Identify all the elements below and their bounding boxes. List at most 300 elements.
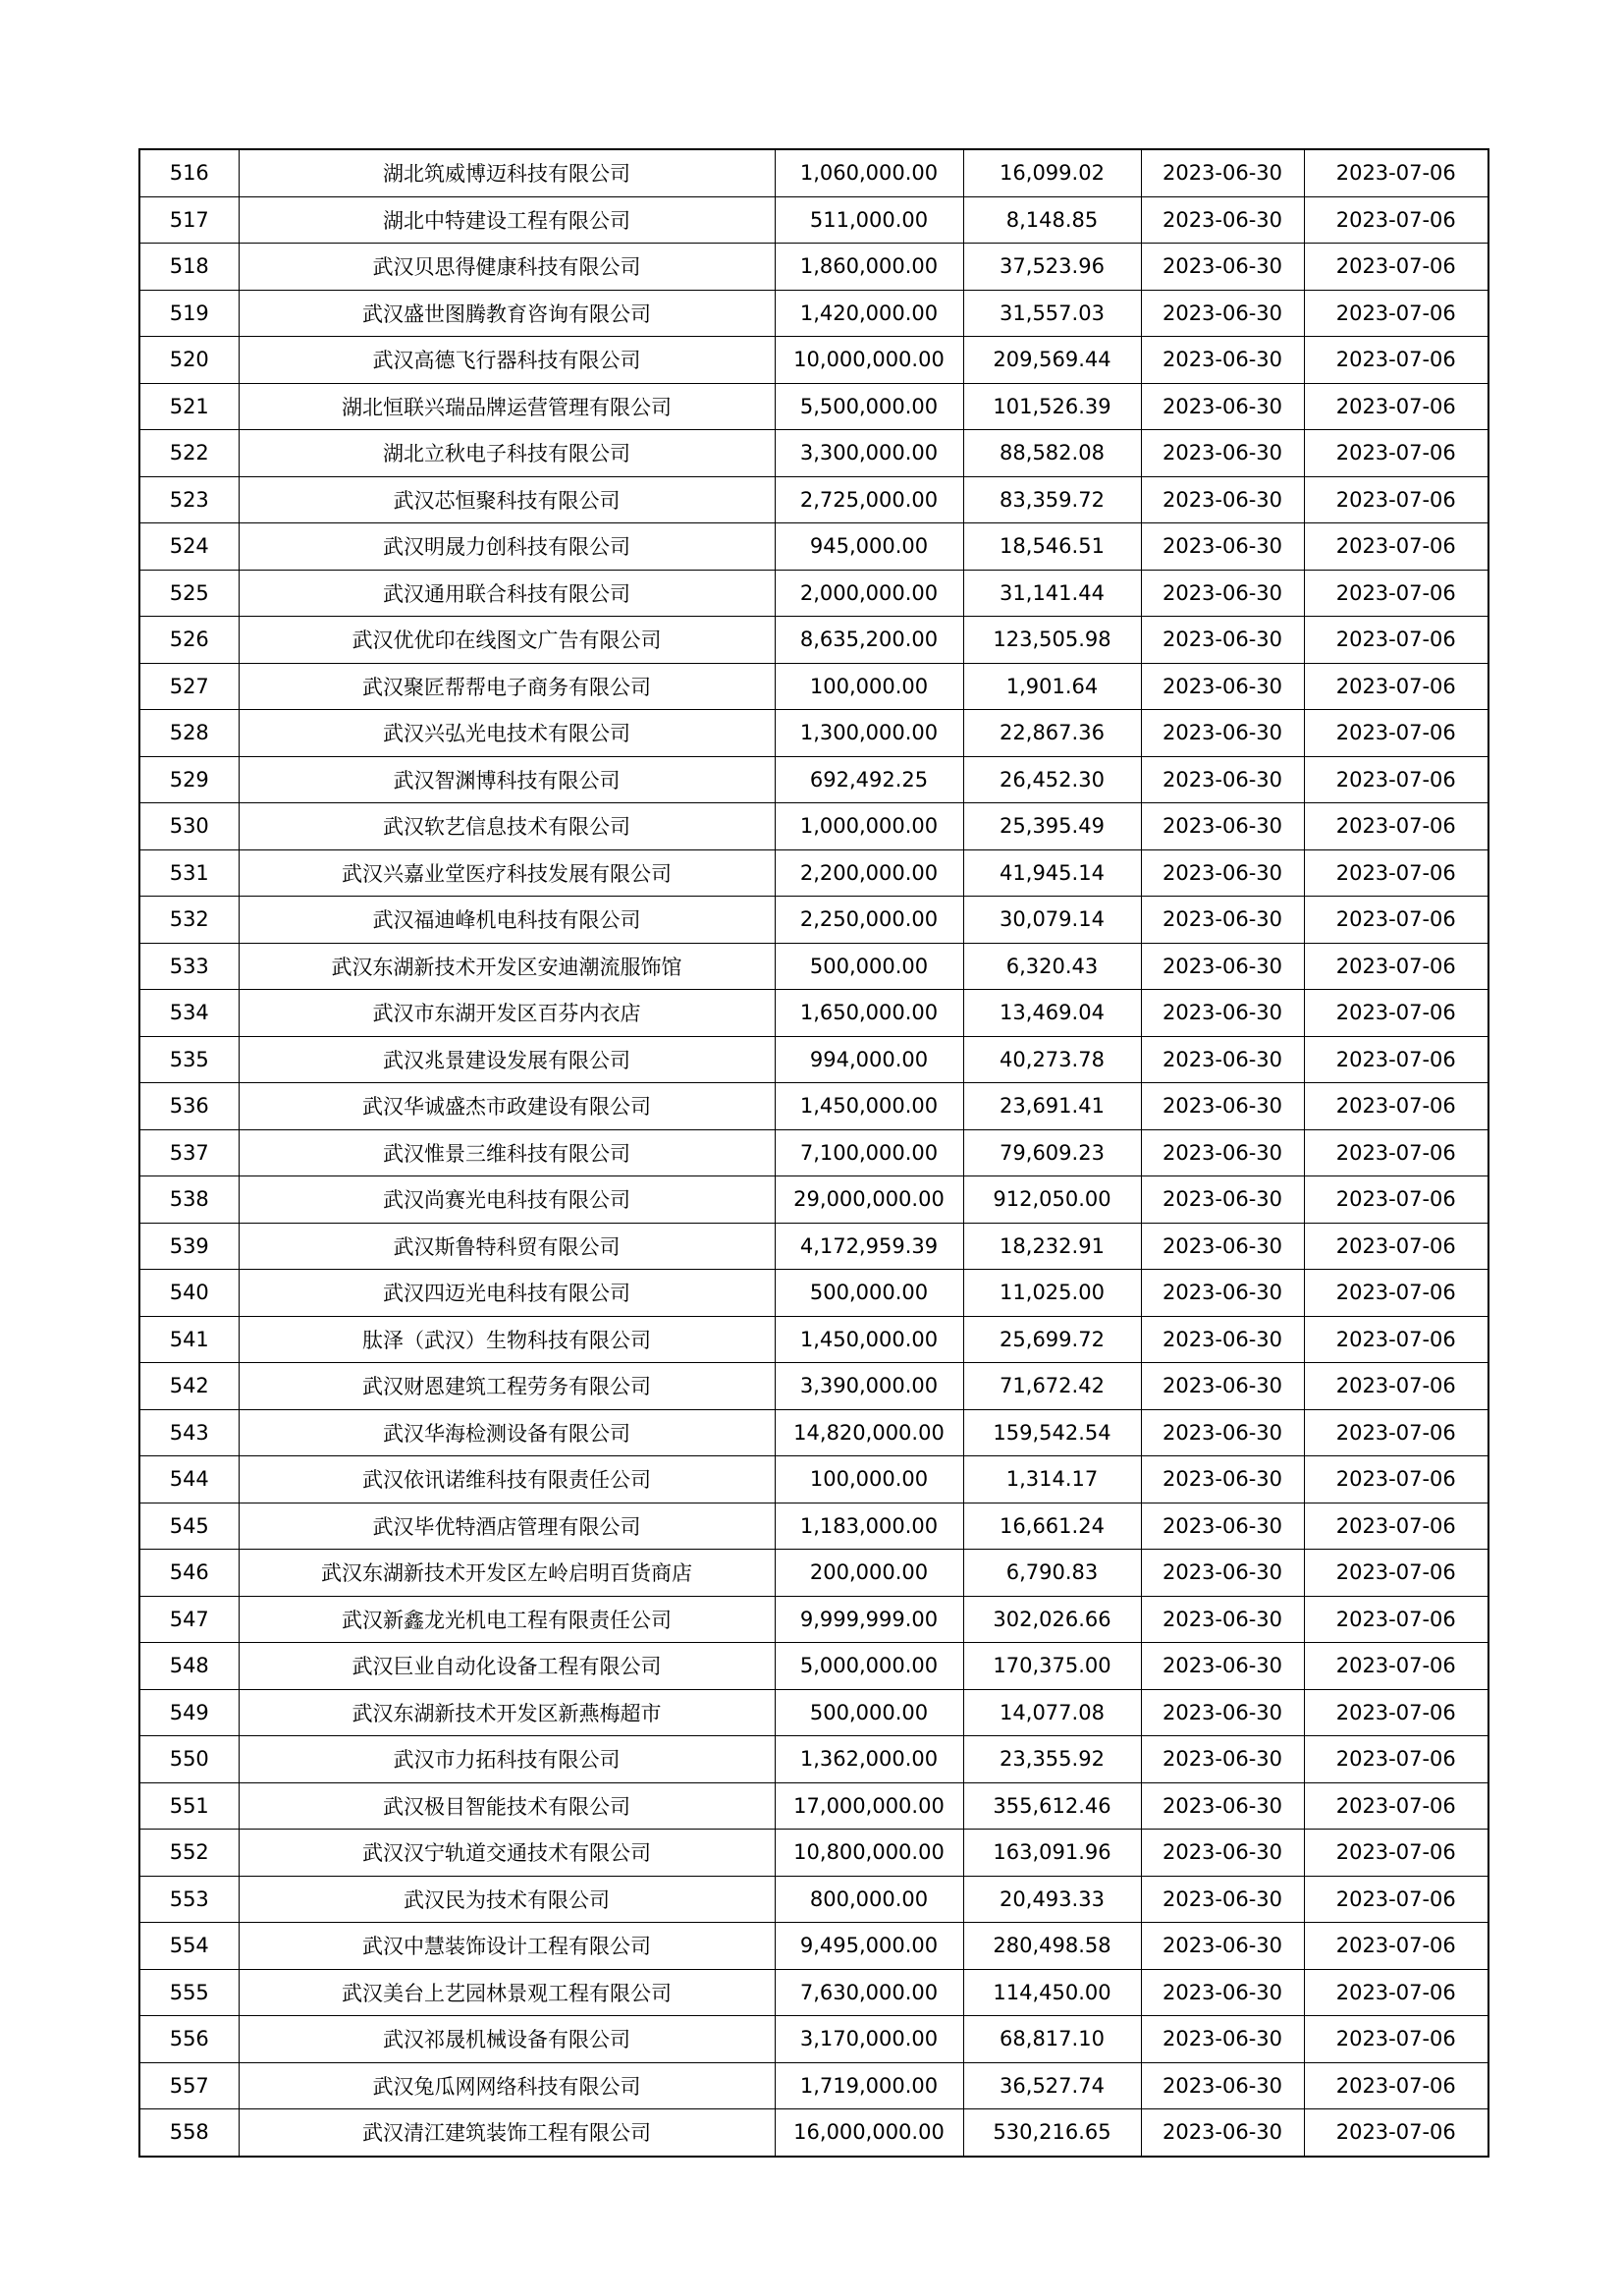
amount-cell: 1,300,000.00 <box>775 710 963 757</box>
company-name-cell: 武汉华诚盛杰市政建设有限公司 <box>239 1083 775 1130</box>
amount-cell: 3,390,000.00 <box>775 1363 963 1410</box>
company-name-cell: 武汉智渊博科技有限公司 <box>239 756 775 803</box>
company-name-cell: 武汉兴弘光电技术有限公司 <box>239 710 775 757</box>
end-date-cell: 2023-07-06 <box>1304 383 1488 430</box>
start-date-cell: 2023-06-30 <box>1141 2109 1304 2157</box>
fee-cell: 101,526.39 <box>963 383 1141 430</box>
table-row <box>139 1736 1488 1783</box>
start-date-cell: 2023-06-30 <box>1141 1223 1304 1270</box>
start-date-cell: 2023-06-30 <box>1141 1270 1304 1317</box>
fee-cell: 8,148.85 <box>963 196 1141 244</box>
company-name-cell: 武汉芯恒聚科技有限公司 <box>239 476 775 523</box>
amount-cell: 14,820,000.00 <box>775 1409 963 1456</box>
table-row <box>139 523 1488 571</box>
start-date-cell: 2023-06-30 <box>1141 1456 1304 1503</box>
table-row <box>139 1036 1488 1083</box>
start-date-cell: 2023-06-30 <box>1141 990 1304 1037</box>
end-date-cell: 2023-07-06 <box>1304 1316 1488 1363</box>
table-row <box>139 1176 1488 1224</box>
start-date-cell: 2023-06-30 <box>1141 1782 1304 1830</box>
table-row <box>139 1782 1488 1830</box>
end-date-cell: 2023-07-06 <box>1304 1876 1488 1923</box>
amount-cell: 500,000.00 <box>775 1689 963 1736</box>
start-date-cell: 2023-06-30 <box>1141 1550 1304 1597</box>
amount-cell: 100,000.00 <box>775 1456 963 1503</box>
company-name-cell: 武汉依讯诺维科技有限责任公司 <box>239 1456 775 1503</box>
row-number-cell: 524 <box>139 523 239 571</box>
start-date-cell: 2023-06-30 <box>1141 897 1304 944</box>
fee-cell: 41,945.14 <box>963 849 1141 897</box>
start-date-cell: 2023-06-30 <box>1141 1969 1304 2016</box>
row-number-cell: 519 <box>139 290 239 337</box>
start-date-cell: 2023-06-30 <box>1141 803 1304 850</box>
end-date-cell: 2023-07-06 <box>1304 756 1488 803</box>
end-date-cell: 2023-07-06 <box>1304 149 1488 196</box>
fee-cell: 530,216.65 <box>963 2109 1141 2157</box>
end-date-cell: 2023-07-06 <box>1304 2062 1488 2109</box>
fee-cell: 11,025.00 <box>963 1270 1141 1317</box>
row-number-cell: 530 <box>139 803 239 850</box>
end-date-cell: 2023-07-06 <box>1304 849 1488 897</box>
table-row <box>139 290 1488 337</box>
table-row <box>139 1363 1488 1410</box>
table-row <box>139 2016 1488 2063</box>
end-date-cell: 2023-07-06 <box>1304 570 1488 617</box>
company-name-cell: 湖北中特建设工程有限公司 <box>239 196 775 244</box>
company-name-cell: 武汉贝思得健康科技有限公司 <box>239 244 775 291</box>
row-number-cell: 518 <box>139 244 239 291</box>
company-name-cell: 湖北恒联兴瑞品牌运营管理有限公司 <box>239 383 775 430</box>
amount-cell: 7,100,000.00 <box>775 1129 963 1176</box>
row-number-cell: 558 <box>139 2109 239 2157</box>
fee-cell: 88,582.08 <box>963 430 1141 477</box>
fee-cell: 123,505.98 <box>963 617 1141 664</box>
start-date-cell: 2023-06-30 <box>1141 617 1304 664</box>
end-date-cell: 2023-07-06 <box>1304 1969 1488 2016</box>
row-number-cell: 543 <box>139 1409 239 1456</box>
company-name-cell: 武汉中慧装饰设计工程有限公司 <box>239 1923 775 1970</box>
company-name-cell: 肽泽（武汉）生物科技有限公司 <box>239 1316 775 1363</box>
end-date-cell: 2023-07-06 <box>1304 476 1488 523</box>
company-name-cell: 武汉毕优特酒店管理有限公司 <box>239 1503 775 1550</box>
fee-cell: 114,450.00 <box>963 1969 1141 2016</box>
end-date-cell: 2023-07-06 <box>1304 663 1488 710</box>
row-number-cell: 539 <box>139 1223 239 1270</box>
row-number-cell: 556 <box>139 2016 239 2063</box>
fee-cell: 1,314.17 <box>963 1456 1141 1503</box>
start-date-cell: 2023-06-30 <box>1141 1176 1304 1224</box>
amount-cell: 692,492.25 <box>775 756 963 803</box>
row-number-cell: 544 <box>139 1456 239 1503</box>
end-date-cell: 2023-07-06 <box>1304 1409 1488 1456</box>
table-row <box>139 663 1488 710</box>
amount-cell: 2,200,000.00 <box>775 849 963 897</box>
row-number-cell: 522 <box>139 430 239 477</box>
start-date-cell: 2023-06-30 <box>1141 1830 1304 1877</box>
start-date-cell: 2023-06-30 <box>1141 570 1304 617</box>
end-date-cell: 2023-07-06 <box>1304 196 1488 244</box>
start-date-cell: 2023-06-30 <box>1141 1083 1304 1130</box>
row-number-cell: 549 <box>139 1689 239 1736</box>
row-number-cell: 554 <box>139 1923 239 1970</box>
end-date-cell: 2023-07-06 <box>1304 1550 1488 1597</box>
table-row <box>139 1596 1488 1643</box>
table-row <box>139 476 1488 523</box>
table-row <box>139 337 1488 384</box>
end-date-cell: 2023-07-06 <box>1304 1643 1488 1690</box>
fee-cell: 6,320.43 <box>963 943 1141 990</box>
company-name-cell: 湖北立秋电子科技有限公司 <box>239 430 775 477</box>
table-row <box>139 617 1488 664</box>
row-number-cell: 525 <box>139 570 239 617</box>
amount-cell: 16,000,000.00 <box>775 2109 963 2157</box>
end-date-cell: 2023-07-06 <box>1304 1923 1488 1970</box>
amount-cell: 5,000,000.00 <box>775 1643 963 1690</box>
fee-cell: 23,355.92 <box>963 1736 1141 1783</box>
table-row <box>139 990 1488 1037</box>
company-name-cell: 武汉华海检测设备有限公司 <box>239 1409 775 1456</box>
row-number-cell: 550 <box>139 1736 239 1783</box>
fee-cell: 26,452.30 <box>963 756 1141 803</box>
row-number-cell: 527 <box>139 663 239 710</box>
table-row <box>139 710 1488 757</box>
end-date-cell: 2023-07-06 <box>1304 244 1488 291</box>
start-date-cell: 2023-06-30 <box>1141 523 1304 571</box>
amount-cell: 9,495,000.00 <box>775 1923 963 1970</box>
end-date-cell: 2023-07-06 <box>1304 1363 1488 1410</box>
amount-cell: 500,000.00 <box>775 1270 963 1317</box>
fee-cell: 31,557.03 <box>963 290 1141 337</box>
amount-cell: 1,450,000.00 <box>775 1316 963 1363</box>
fee-cell: 280,498.58 <box>963 1923 1141 1970</box>
start-date-cell: 2023-06-30 <box>1141 476 1304 523</box>
amount-cell: 1,000,000.00 <box>775 803 963 850</box>
row-number-cell: 536 <box>139 1083 239 1130</box>
company-name-cell: 武汉极目智能技术有限公司 <box>239 1782 775 1830</box>
start-date-cell: 2023-06-30 <box>1141 383 1304 430</box>
amount-cell: 500,000.00 <box>775 943 963 990</box>
table-body <box>139 149 1488 2157</box>
amount-cell: 1,420,000.00 <box>775 290 963 337</box>
company-name-cell: 武汉兴嘉业堂医疗科技发展有限公司 <box>239 849 775 897</box>
fee-cell: 30,079.14 <box>963 897 1141 944</box>
company-name-cell: 武汉聚匠帮帮电子商务有限公司 <box>239 663 775 710</box>
amount-cell: 3,170,000.00 <box>775 2016 963 2063</box>
row-number-cell: 538 <box>139 1176 239 1224</box>
table-row <box>139 1643 1488 1690</box>
row-number-cell: 520 <box>139 337 239 384</box>
amount-cell: 200,000.00 <box>775 1550 963 1597</box>
row-number-cell: 517 <box>139 196 239 244</box>
end-date-cell: 2023-07-06 <box>1304 430 1488 477</box>
amount-cell: 2,725,000.00 <box>775 476 963 523</box>
company-name-cell: 武汉新鑫龙光机电工程有限责任公司 <box>239 1596 775 1643</box>
amount-cell: 1,650,000.00 <box>775 990 963 1037</box>
data-table <box>138 148 1489 2158</box>
company-name-cell: 武汉汉宁轨道交通技术有限公司 <box>239 1830 775 1877</box>
table-row <box>139 149 1488 196</box>
fee-cell: 36,527.74 <box>963 2062 1141 2109</box>
end-date-cell: 2023-07-06 <box>1304 1223 1488 1270</box>
row-number-cell: 555 <box>139 1969 239 2016</box>
end-date-cell: 2023-07-06 <box>1304 1689 1488 1736</box>
fee-cell: 6,790.83 <box>963 1550 1141 1597</box>
fee-cell: 23,691.41 <box>963 1083 1141 1130</box>
table-row <box>139 1316 1488 1363</box>
start-date-cell: 2023-06-30 <box>1141 663 1304 710</box>
row-number-cell: 529 <box>139 756 239 803</box>
start-date-cell: 2023-06-30 <box>1141 1316 1304 1363</box>
row-number-cell: 551 <box>139 1782 239 1830</box>
company-name-cell: 武汉软艺信息技术有限公司 <box>239 803 775 850</box>
company-name-cell: 武汉尚赛光电科技有限公司 <box>239 1176 775 1224</box>
start-date-cell: 2023-06-30 <box>1141 149 1304 196</box>
table-row <box>139 849 1488 897</box>
fee-cell: 68,817.10 <box>963 2016 1141 2063</box>
row-number-cell: 516 <box>139 149 239 196</box>
end-date-cell: 2023-07-06 <box>1304 1270 1488 1317</box>
table-row <box>139 1409 1488 1456</box>
end-date-cell: 2023-07-06 <box>1304 1083 1488 1130</box>
end-date-cell: 2023-07-06 <box>1304 990 1488 1037</box>
start-date-cell: 2023-06-30 <box>1141 337 1304 384</box>
company-name-cell: 武汉通用联合科技有限公司 <box>239 570 775 617</box>
end-date-cell: 2023-07-06 <box>1304 1782 1488 1830</box>
amount-cell: 1,183,000.00 <box>775 1503 963 1550</box>
company-name-cell: 武汉东湖新技术开发区新燕梅超市 <box>239 1689 775 1736</box>
company-name-cell: 武汉东湖新技术开发区安迪潮流服饰馆 <box>239 943 775 990</box>
row-number-cell: 552 <box>139 1830 239 1877</box>
start-date-cell: 2023-06-30 <box>1141 1876 1304 1923</box>
amount-cell: 994,000.00 <box>775 1036 963 1083</box>
row-number-cell: 545 <box>139 1503 239 1550</box>
company-name-cell: 武汉美台上艺园林景观工程有限公司 <box>239 1969 775 2016</box>
start-date-cell: 2023-06-30 <box>1141 756 1304 803</box>
end-date-cell: 2023-07-06 <box>1304 2109 1488 2157</box>
fee-cell: 25,699.72 <box>963 1316 1141 1363</box>
row-number-cell: 533 <box>139 943 239 990</box>
company-name-cell: 武汉市东湖开发区百芬内衣店 <box>239 990 775 1037</box>
table-row <box>139 803 1488 850</box>
fee-cell: 209,569.44 <box>963 337 1141 384</box>
end-date-cell: 2023-07-06 <box>1304 897 1488 944</box>
table-row <box>139 2062 1488 2109</box>
row-number-cell: 540 <box>139 1270 239 1317</box>
fee-cell: 16,099.02 <box>963 149 1141 196</box>
amount-cell: 3,300,000.00 <box>775 430 963 477</box>
table-row <box>139 244 1488 291</box>
fee-cell: 40,273.78 <box>963 1036 1141 1083</box>
start-date-cell: 2023-06-30 <box>1141 943 1304 990</box>
company-name-cell: 武汉盛世图腾教育咨询有限公司 <box>239 290 775 337</box>
amount-cell: 5,500,000.00 <box>775 383 963 430</box>
fee-cell: 302,026.66 <box>963 1596 1141 1643</box>
end-date-cell: 2023-07-06 <box>1304 710 1488 757</box>
table-row <box>139 1456 1488 1503</box>
end-date-cell: 2023-07-06 <box>1304 337 1488 384</box>
row-number-cell: 546 <box>139 1550 239 1597</box>
end-date-cell: 2023-07-06 <box>1304 1176 1488 1224</box>
end-date-cell: 2023-07-06 <box>1304 1456 1488 1503</box>
company-name-cell: 武汉祁晟机械设备有限公司 <box>239 2016 775 2063</box>
company-name-cell: 武汉明晟力创科技有限公司 <box>239 523 775 571</box>
row-number-cell: 534 <box>139 990 239 1037</box>
start-date-cell: 2023-06-30 <box>1141 1923 1304 1970</box>
fee-cell: 170,375.00 <box>963 1643 1141 1690</box>
amount-cell: 1,860,000.00 <box>775 244 963 291</box>
start-date-cell: 2023-06-30 <box>1141 1689 1304 1736</box>
table-row <box>139 897 1488 944</box>
start-date-cell: 2023-06-30 <box>1141 2016 1304 2063</box>
row-number-cell: 548 <box>139 1643 239 1690</box>
start-date-cell: 2023-06-30 <box>1141 290 1304 337</box>
row-number-cell: 557 <box>139 2062 239 2109</box>
company-name-cell: 湖北筑威博迈科技有限公司 <box>239 149 775 196</box>
company-name-cell: 武汉兔瓜网网络科技有限公司 <box>239 2062 775 2109</box>
table-row <box>139 383 1488 430</box>
end-date-cell: 2023-07-06 <box>1304 1830 1488 1877</box>
fee-cell: 14,077.08 <box>963 1689 1141 1736</box>
table-row <box>139 1223 1488 1270</box>
fee-cell: 18,546.51 <box>963 523 1141 571</box>
company-name-cell: 武汉兆景建设发展有限公司 <box>239 1036 775 1083</box>
fee-cell: 159,542.54 <box>963 1409 1141 1456</box>
table-row <box>139 1503 1488 1550</box>
amount-cell: 17,000,000.00 <box>775 1782 963 1830</box>
row-number-cell: 526 <box>139 617 239 664</box>
fee-cell: 71,672.42 <box>963 1363 1141 1410</box>
amount-cell: 7,630,000.00 <box>775 1969 963 2016</box>
fee-cell: 16,661.24 <box>963 1503 1141 1550</box>
row-number-cell: 521 <box>139 383 239 430</box>
row-number-cell: 532 <box>139 897 239 944</box>
amount-cell: 10,800,000.00 <box>775 1830 963 1877</box>
fee-cell: 25,395.49 <box>963 803 1141 850</box>
fee-cell: 83,359.72 <box>963 476 1141 523</box>
start-date-cell: 2023-06-30 <box>1141 2062 1304 2109</box>
amount-cell: 1,060,000.00 <box>775 149 963 196</box>
company-name-cell: 武汉财恩建筑工程劳务有限公司 <box>239 1363 775 1410</box>
amount-cell: 2,250,000.00 <box>775 897 963 944</box>
company-name-cell: 武汉惟景三维科技有限公司 <box>239 1129 775 1176</box>
end-date-cell: 2023-07-06 <box>1304 1736 1488 1783</box>
end-date-cell: 2023-07-06 <box>1304 1596 1488 1643</box>
company-name-cell: 武汉东湖新技术开发区左岭启明百货商店 <box>239 1550 775 1597</box>
fee-cell: 20,493.33 <box>963 1876 1141 1923</box>
table-row <box>139 1876 1488 1923</box>
row-number-cell: 531 <box>139 849 239 897</box>
row-number-cell: 541 <box>139 1316 239 1363</box>
company-name-cell: 武汉高德飞行器科技有限公司 <box>239 337 775 384</box>
end-date-cell: 2023-07-06 <box>1304 1129 1488 1176</box>
amount-cell: 100,000.00 <box>775 663 963 710</box>
row-number-cell: 542 <box>139 1363 239 1410</box>
end-date-cell: 2023-07-06 <box>1304 290 1488 337</box>
company-name-cell: 武汉民为技术有限公司 <box>239 1876 775 1923</box>
row-number-cell: 535 <box>139 1036 239 1083</box>
table-row <box>139 196 1488 244</box>
table-row <box>139 570 1488 617</box>
start-date-cell: 2023-06-30 <box>1141 1036 1304 1083</box>
table-row <box>139 1969 1488 2016</box>
amount-cell: 9,999,999.00 <box>775 1596 963 1643</box>
amount-cell: 511,000.00 <box>775 196 963 244</box>
start-date-cell: 2023-06-30 <box>1141 1596 1304 1643</box>
amount-cell: 1,450,000.00 <box>775 1083 963 1130</box>
row-number-cell: 523 <box>139 476 239 523</box>
fee-cell: 355,612.46 <box>963 1782 1141 1830</box>
fee-cell: 1,901.64 <box>963 663 1141 710</box>
start-date-cell: 2023-06-30 <box>1141 1363 1304 1410</box>
table-row <box>139 943 1488 990</box>
end-date-cell: 2023-07-06 <box>1304 1036 1488 1083</box>
start-date-cell: 2023-06-30 <box>1141 1409 1304 1456</box>
amount-cell: 1,362,000.00 <box>775 1736 963 1783</box>
start-date-cell: 2023-06-30 <box>1141 1643 1304 1690</box>
fee-cell: 13,469.04 <box>963 990 1141 1037</box>
start-date-cell: 2023-06-30 <box>1141 1129 1304 1176</box>
start-date-cell: 2023-06-30 <box>1141 1736 1304 1783</box>
company-name-cell: 武汉清江建筑装饰工程有限公司 <box>239 2109 775 2157</box>
fee-cell: 163,091.96 <box>963 1830 1141 1877</box>
table-row <box>139 1830 1488 1877</box>
fee-cell: 912,050.00 <box>963 1176 1141 1224</box>
start-date-cell: 2023-06-30 <box>1141 710 1304 757</box>
table-row <box>139 1923 1488 1970</box>
start-date-cell: 2023-06-30 <box>1141 1503 1304 1550</box>
table-row <box>139 1689 1488 1736</box>
end-date-cell: 2023-07-06 <box>1304 1503 1488 1550</box>
amount-cell: 2,000,000.00 <box>775 570 963 617</box>
table-row <box>139 1550 1488 1597</box>
start-date-cell: 2023-06-30 <box>1141 244 1304 291</box>
amount-cell: 800,000.00 <box>775 1876 963 1923</box>
start-date-cell: 2023-06-30 <box>1141 849 1304 897</box>
end-date-cell: 2023-07-06 <box>1304 617 1488 664</box>
row-number-cell: 547 <box>139 1596 239 1643</box>
row-number-cell: 537 <box>139 1129 239 1176</box>
company-name-cell: 武汉斯鲁特科贸有限公司 <box>239 1223 775 1270</box>
table-row <box>139 1129 1488 1176</box>
amount-cell: 29,000,000.00 <box>775 1176 963 1224</box>
company-name-cell: 武汉市力拓科技有限公司 <box>239 1736 775 1783</box>
start-date-cell: 2023-06-30 <box>1141 196 1304 244</box>
table-row <box>139 1083 1488 1130</box>
end-date-cell: 2023-07-06 <box>1304 943 1488 990</box>
row-number-cell: 553 <box>139 1876 239 1923</box>
end-date-cell: 2023-07-06 <box>1304 523 1488 571</box>
table-row <box>139 430 1488 477</box>
company-name-cell: 武汉优优印在线图文广告有限公司 <box>239 617 775 664</box>
company-name-cell: 武汉四迈光电科技有限公司 <box>239 1270 775 1317</box>
fee-cell: 31,141.44 <box>963 570 1141 617</box>
row-number-cell: 528 <box>139 710 239 757</box>
amount-cell: 8,635,200.00 <box>775 617 963 664</box>
amount-cell: 10,000,000.00 <box>775 337 963 384</box>
fee-cell: 79,609.23 <box>963 1129 1141 1176</box>
amount-cell: 1,719,000.00 <box>775 2062 963 2109</box>
fee-cell: 18,232.91 <box>963 1223 1141 1270</box>
amount-cell: 945,000.00 <box>775 523 963 571</box>
company-name-cell: 武汉福迪峰机电科技有限公司 <box>239 897 775 944</box>
end-date-cell: 2023-07-06 <box>1304 803 1488 850</box>
end-date-cell: 2023-07-06 <box>1304 2016 1488 2063</box>
amount-cell: 4,172,959.39 <box>775 1223 963 1270</box>
fee-cell: 22,867.36 <box>963 710 1141 757</box>
start-date-cell: 2023-06-30 <box>1141 430 1304 477</box>
fee-cell: 37,523.96 <box>963 244 1141 291</box>
company-name-cell: 武汉巨业自动化设备工程有限公司 <box>239 1643 775 1690</box>
